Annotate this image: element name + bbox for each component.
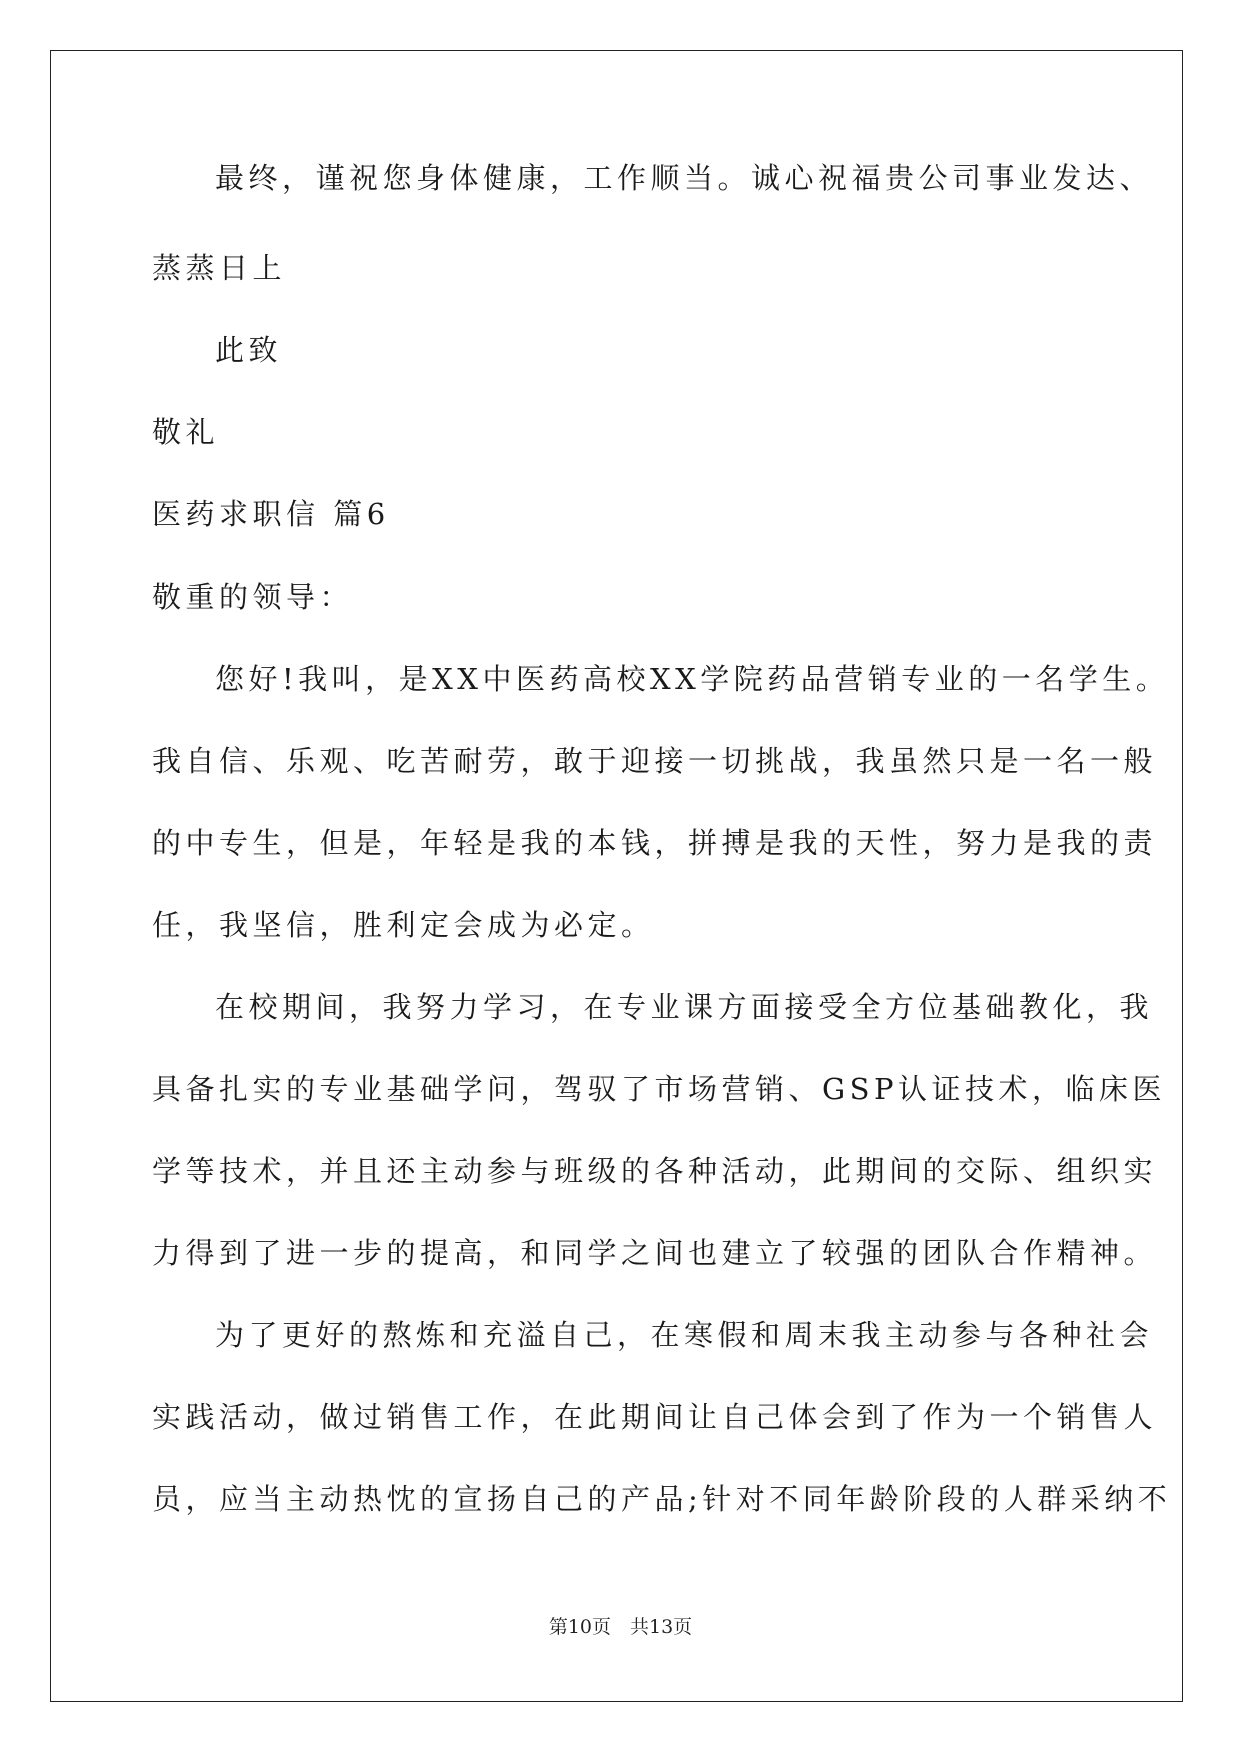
text-line: 敬礼 bbox=[152, 415, 220, 449]
page-number: 第10页 共13页 bbox=[548, 1616, 693, 1638]
text-line: 最终，谨祝您身体健康，工作顺当。诚心祝福贵公司事业发达、 bbox=[215, 161, 1154, 195]
section-heading: 医药求职信 篇6 bbox=[152, 497, 390, 531]
salutation: 敬重的领导： bbox=[152, 580, 354, 614]
text-line: 具备扎实的专业基础学问，驾驭了市场营销、GSP认证技术，临床医 bbox=[152, 1072, 1167, 1106]
text-line: 为了更好的熬炼和充溢自己，在寒假和周末我主动参与各种社会 bbox=[215, 1318, 1154, 1352]
text-line: 员，应当主动热忱的宣扬自己的产品;针对不同年龄阶段的人群采纳不 bbox=[152, 1482, 1172, 1516]
text-line: 实践活动，做过销售工作，在此期间让自己体会到了作为一个销售人 bbox=[152, 1400, 1158, 1434]
text-line: 蒸蒸日上 bbox=[152, 251, 287, 285]
text-line: 我自信、乐观、吃苦耐劳，敢于迎接一切挑战，我虽然只是一名一般 bbox=[152, 744, 1158, 778]
text-line: 此致 bbox=[215, 333, 283, 367]
text-line: 任，我坚信，胜利定会成为必定。 bbox=[152, 908, 655, 942]
text-line: 力得到了进一步的提高，和同学之间也建立了较强的团队合作精神。 bbox=[152, 1236, 1158, 1270]
text-line: 您好!我叫，是XX中医药高校XX学院药品营销专业的一名学生。 bbox=[215, 662, 1170, 696]
text-line: 学等技术，并且还主动参与班级的各种活动，此期间的交际、组织实 bbox=[152, 1154, 1158, 1188]
text-line: 的中专生，但是，年轻是我的本钱，拼搏是我的天性，努力是我的责 bbox=[152, 826, 1158, 860]
page-border bbox=[50, 50, 1183, 1702]
text-line: 在校期间，我努力学习，在专业课方面接受全方位基础教化，我 bbox=[215, 990, 1154, 1024]
